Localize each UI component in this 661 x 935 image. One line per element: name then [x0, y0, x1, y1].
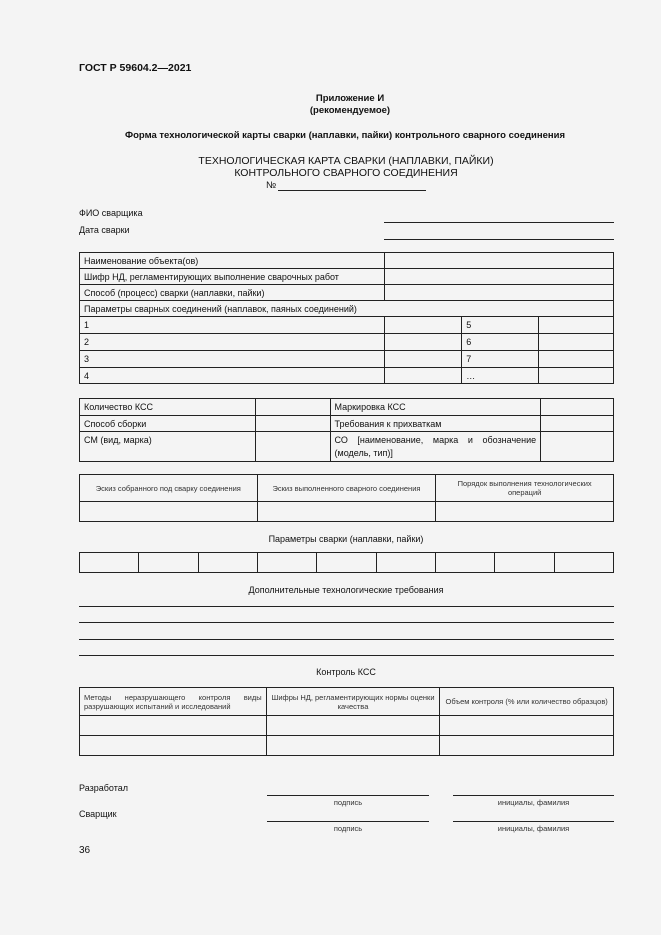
additional-line[interactable] [79, 622, 614, 623]
welder-label: Сварщик [79, 809, 117, 819]
additional-line[interactable] [79, 655, 614, 656]
control-title: Контроль КСС [316, 667, 376, 677]
table-cell-label: Способ сборки [80, 416, 256, 432]
object-table [79, 252, 614, 384]
table-cell-value[interactable] [385, 317, 462, 334]
table-cell-value[interactable] [385, 334, 462, 351]
welding-params-title: Параметры сварки (наплавки, пайки) [268, 534, 424, 544]
table-cell-value[interactable] [257, 553, 316, 573]
card-number-line [278, 190, 426, 191]
table-cell-value[interactable] [255, 416, 330, 432]
appendix-subtitle: (рекомендуемое) [309, 105, 391, 116]
card-number-label: № [266, 180, 277, 191]
table-cell-value[interactable] [255, 432, 330, 462]
table-cell-label: Маркировка КСС [330, 399, 541, 416]
table-cell-value[interactable] [541, 432, 614, 462]
control-header-methods: Методы неразрушающего контроля виды разрушающих испытаний и исследований [80, 688, 267, 716]
date-line [384, 239, 614, 240]
table-cell-label: СО [наименование, марка и обозначение (модель, тип)] [330, 432, 541, 462]
form-title: Форма технологической карты сварки (наплавки, пайки) контрольного сварного соединения [124, 130, 565, 141]
table-cell-value[interactable] [255, 399, 330, 416]
table-cell-value[interactable] [554, 553, 613, 573]
table-cell-label: Параметры сварных соединений (наплавок, паяных соединений) [80, 301, 614, 317]
table-cell-label: Шифр НД, регламентирующих выполнение сварочных работ [80, 269, 385, 285]
table-cell-value[interactable] [495, 553, 554, 573]
table-cell-label: Требования к прихваткам [330, 416, 541, 432]
table-cell-value[interactable] [376, 553, 435, 573]
table-cell-value[interactable] [80, 553, 139, 573]
page-number: 36 [79, 845, 91, 856]
additional-line[interactable] [79, 606, 614, 607]
table-cell-value[interactable] [541, 399, 614, 416]
table-cell-value[interactable] [385, 285, 614, 301]
standard-header: ГОСТ Р 59604.2—2021 [79, 62, 192, 74]
developed-name-caption: инициалы, фамилия [497, 798, 570, 807]
param-num: … [462, 368, 539, 384]
appendix-title: Приложение И [315, 93, 385, 104]
table-cell-value[interactable] [539, 334, 614, 351]
param-num: 5 [462, 317, 539, 334]
developed-label: Разработал [79, 783, 128, 793]
table-cell-value[interactable] [80, 502, 258, 522]
table-cell-value[interactable] [436, 502, 614, 522]
sketch-table [79, 474, 614, 522]
card-title-line2: КОНТРОЛЬНОГО СВАРНОГО СОЕДИНЕНИЯ [234, 167, 458, 179]
welder-name-caption: инициалы, фамилия [497, 824, 570, 833]
developed-sign-caption: подпись [333, 798, 363, 807]
fio-label: ФИО сварщика [79, 208, 143, 218]
table-cell-value[interactable] [385, 269, 614, 285]
additional-title: Дополнительные технологические требования [248, 585, 444, 595]
card-title-line1: ТЕХНОЛОГИЧЕСКАЯ КАРТА СВАРКИ (НАПЛАВКИ, ПАЙКИ) [198, 155, 494, 167]
param-num: 6 [462, 334, 539, 351]
table-cell-value[interactable] [385, 351, 462, 368]
table-cell-value[interactable] [317, 553, 376, 573]
fio-line [384, 222, 614, 223]
table-cell-label: Наименование объекта(ов) [80, 253, 385, 269]
table-cell-label: СМ (вид, марка) [80, 432, 256, 462]
param-num: 2 [80, 334, 385, 351]
table-cell-value[interactable] [385, 368, 462, 384]
date-label: Дата сварки [79, 225, 130, 235]
table-cell-value[interactable] [539, 368, 614, 384]
welder-sign-line[interactable] [267, 821, 429, 822]
sketch-header-operations: Порядок выполнения технологических операций [436, 475, 614, 502]
param-num: 4 [80, 368, 385, 384]
control-header-volume: Объем контроля (% или количество образцов) [440, 688, 614, 716]
table-cell-value[interactable] [435, 553, 494, 573]
param-num: 1 [80, 317, 385, 334]
control-table [79, 687, 614, 756]
param-num: 7 [462, 351, 539, 368]
table-cell-value[interactable] [139, 553, 198, 573]
developed-sign-line[interactable] [267, 795, 429, 796]
welding-params-table [79, 552, 614, 573]
table-cell-value[interactable] [541, 416, 614, 432]
table-cell-value[interactable] [257, 502, 436, 522]
welder-sign-caption: подпись [333, 824, 363, 833]
additional-line[interactable] [79, 639, 614, 640]
sketch-header-assembled: Эскиз собранного под сварку соединения [80, 475, 258, 502]
table-cell-value[interactable] [80, 716, 267, 736]
control-header-nd: Шифры НД, регламентирующих нормы оценки качества [266, 688, 440, 716]
table-cell-value[interactable] [80, 736, 267, 756]
table-cell-value[interactable] [266, 716, 440, 736]
table-cell-value[interactable] [539, 317, 614, 334]
param-num: 3 [80, 351, 385, 368]
table-cell-value[interactable] [440, 736, 614, 756]
table-cell-label: Количество КСС [80, 399, 256, 416]
table-cell-value[interactable] [385, 253, 614, 269]
developed-name-line[interactable] [453, 795, 614, 796]
table-cell-value[interactable] [440, 716, 614, 736]
kss-table [79, 398, 614, 462]
sketch-header-welded: Эскиз выполненного сварного соединения [257, 475, 436, 502]
welder-name-line[interactable] [453, 821, 614, 822]
table-cell-value[interactable] [198, 553, 257, 573]
table-cell-value[interactable] [539, 351, 614, 368]
table-cell-label: Способ (процесс) сварки (наплавки, пайки) [80, 285, 385, 301]
table-cell-value[interactable] [266, 736, 440, 756]
